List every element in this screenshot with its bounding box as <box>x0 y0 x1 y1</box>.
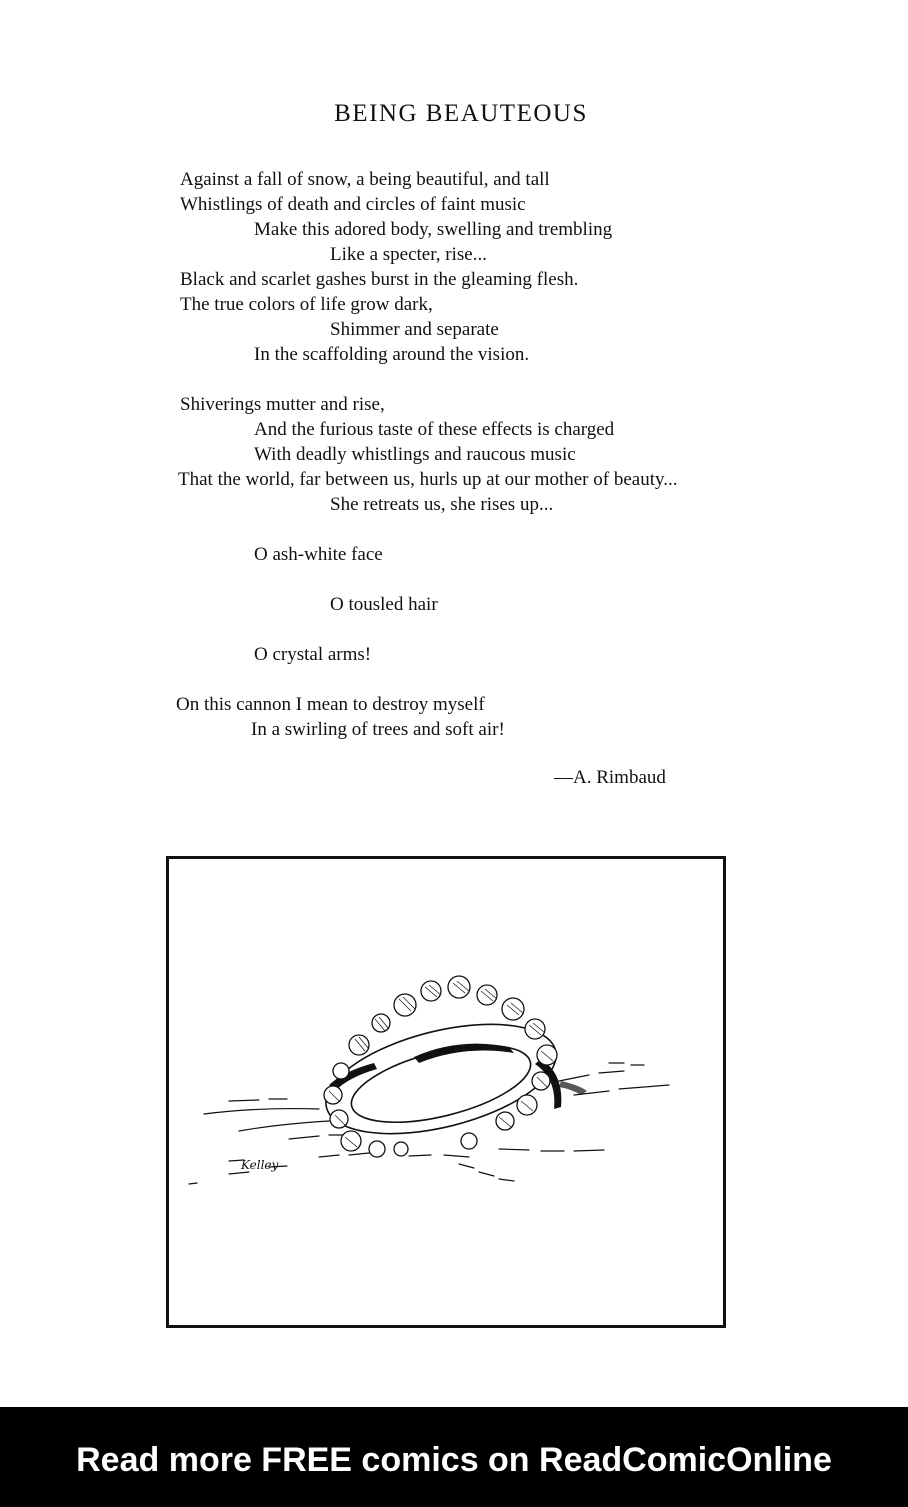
poem-title: BEING BEAUTEOUS <box>334 100 588 127</box>
stanza-2 <box>0 392 908 517</box>
poem-line: Whistlings of death and circles of faint music <box>180 194 526 215</box>
poem-line: Shimmer and separate <box>330 319 499 340</box>
poem-line: In the scaffolding around the vision. <box>254 344 530 365</box>
wreath-in-snow-illustration <box>169 859 723 1325</box>
exclamation-line: O tousled hair <box>330 594 438 615</box>
poem-line: The true colors of life grow dark, <box>180 294 433 315</box>
exclamation-line: O crystal arms! <box>254 644 372 665</box>
poem-line: On this cannon I mean to destroy myself <box>176 694 485 715</box>
poem-line: And the furious taste of these effects is charged <box>254 419 615 440</box>
poem-line: Against a fall of snow, a being beautiful, and tall <box>180 169 550 190</box>
poem-attribution: —A. Rimbaud <box>554 767 666 788</box>
footer-promo-text[interactable]: Read more FREE comics on ReadComicOnline <box>76 1441 832 1479</box>
poem-line: That the world, far between us, hurls up at our mother of beauty... <box>178 469 678 490</box>
stanza-3 <box>0 692 908 742</box>
poem-body <box>0 167 908 767</box>
exclamations <box>0 542 908 667</box>
poem-line: Black and scarlet gashes burst in the gleaming flesh. <box>180 269 579 290</box>
poem-line: In a swirling of trees and soft air! <box>251 719 505 740</box>
exclamation-line: O ash-white face <box>254 544 383 565</box>
poem-line: Shiverings mutter and rise, <box>180 394 385 415</box>
stanza-1 <box>0 167 908 367</box>
artist-signature: Kelley <box>241 1158 279 1172</box>
footer-banner[interactable] <box>0 1407 908 1507</box>
poem-line: Make this adored body, swelling and trembling <box>254 219 613 240</box>
poem-line: Like a specter, rise... <box>330 244 487 265</box>
poem-line: She retreats us, she rises up... <box>330 494 554 515</box>
illustration-panel <box>166 856 726 1328</box>
poem-line: With deadly whistlings and raucous music <box>254 444 576 465</box>
